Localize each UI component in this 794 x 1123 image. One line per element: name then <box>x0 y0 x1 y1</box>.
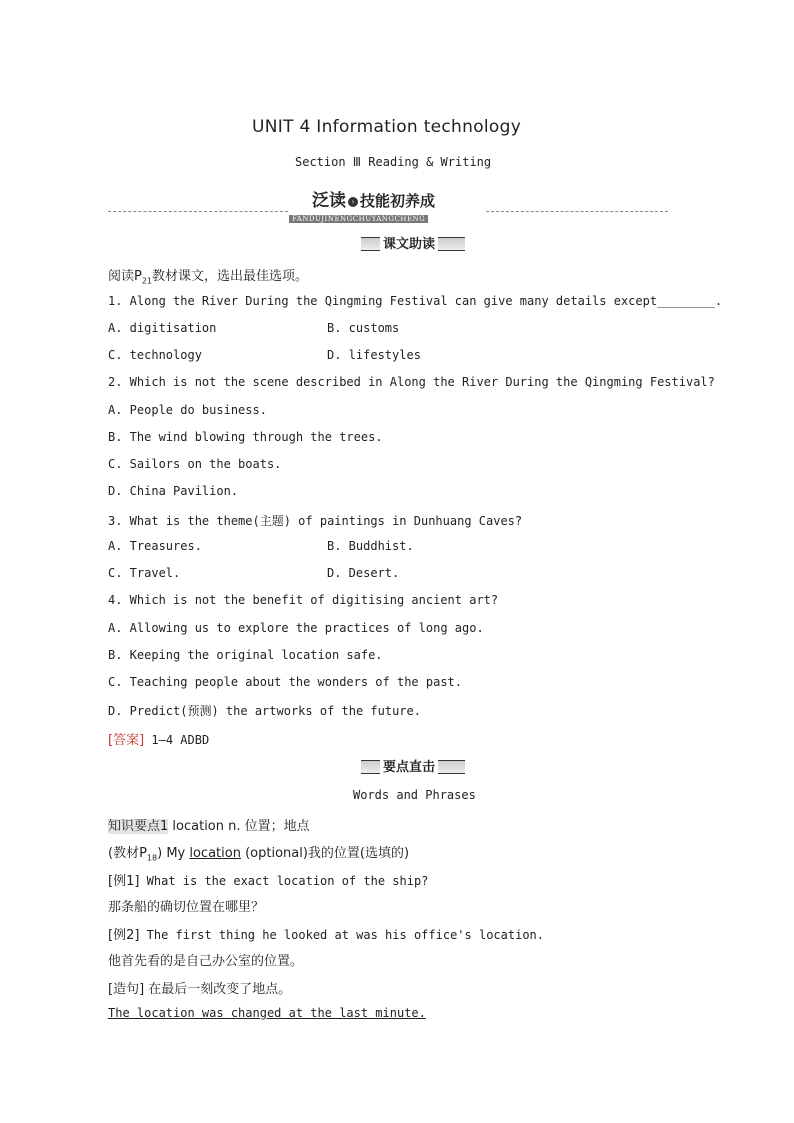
q1-option-b: B. customs <box>327 321 400 335</box>
section-subtitle: Section Ⅲ Reading & Writing <box>295 155 492 169</box>
textbook-line <box>108 842 409 863</box>
q4-option-c: C. Teaching people about the wonders of the past. <box>108 675 463 689</box>
q2-option-a: A. People do business. <box>108 403 267 417</box>
point-text: location n. 位置；地点 <box>168 819 310 834</box>
instruction <box>108 265 308 286</box>
q3-option-d: D. Desert. <box>327 566 400 580</box>
question-4: 4. Which is not the benefit of digitising ancient art? <box>108 593 499 607</box>
q3-option-a: A. Treasures. <box>108 539 202 553</box>
q1-option-c: C. technology <box>108 348 202 362</box>
q3-option-b: B. Buddhist. <box>327 539 414 553</box>
textbook-prefix: (教材P <box>108 846 147 861</box>
question-1: 1. Along the River During the Qingming Festival can give many details except________. <box>108 294 723 308</box>
point-label: 知识要点1 <box>108 819 169 834</box>
knowledge-point <box>108 815 310 834</box>
section-label-reading: 课文助读 <box>380 233 438 252</box>
make-sentence <box>108 978 291 997</box>
example-1 <box>108 870 428 889</box>
example-2-label: [例2] <box>108 928 140 943</box>
textbook-suffix: (optional)我的位置(选填的) <box>240 846 410 861</box>
banner-divider-left <box>108 211 288 212</box>
example-2-translation: 他首先看的是自己办公室的位置。 <box>108 954 304 969</box>
example-1-translation: 那条船的确切位置在哪里？ <box>108 900 265 915</box>
section-label-keypoints: 要点直击 <box>380 756 438 775</box>
banner-main: 泛读 <box>312 191 346 211</box>
answer-text: 1—4 ADBD <box>144 733 210 747</box>
textbook-mid: ) My <box>157 846 190 861</box>
banner-pinyin-wrap <box>289 206 428 225</box>
q2-option-c: C. Sailors on the boats. <box>108 457 282 471</box>
words-phrases-heading: Words and Phrases <box>353 788 476 802</box>
q1-option-a: A. digitisation <box>108 321 217 335</box>
q4-option-a: A. Allowing us to explore the practices of long ago. <box>108 621 484 635</box>
instruction-prefix: 阅读P <box>108 269 142 284</box>
question-3: 3. What is the theme(主题) of paintings in Dunhuang Caves? <box>108 514 523 528</box>
instruction-suffix: 教材课文，选出最佳选项。 <box>152 269 309 284</box>
example-1-text: What is the exact location of the ship? <box>139 874 429 888</box>
example-2 <box>108 924 544 943</box>
instruction-page: 21 <box>141 276 153 286</box>
banner-divider-right <box>486 211 668 212</box>
banner-pinyin: FANDUJINENGCHUYANGCHENG <box>289 215 428 223</box>
answer-label: [答案] <box>108 733 145 748</box>
q4-option-d: D. Predict(预测) the artworks of the future. <box>108 704 421 718</box>
textbook-page: 18 <box>146 853 158 863</box>
page-title: UNIT 4 Information technology <box>252 117 522 137</box>
q1-option-d: D. lifestyles <box>327 348 421 362</box>
arrow-circle-icon: › <box>348 197 358 207</box>
textbook-word: location <box>189 846 241 861</box>
make-sentence-prompt: 在最后一刻改变了地点。 <box>144 982 292 997</box>
make-sentence-answer: The location was changed at the last minute. <box>108 1006 426 1020</box>
make-sentence-label: [造句] <box>108 982 145 997</box>
question-2: 2. Which is not the scene described in Along the River During the Qingming Festival? <box>108 375 715 389</box>
answer-line <box>108 729 209 748</box>
example-1-label: [例1] <box>108 874 140 889</box>
q2-option-d: D. China Pavilion. <box>108 484 239 498</box>
example-2-text: The first thing he looked at was his office's location. <box>139 928 544 942</box>
banner-rest: 技能初养成 <box>360 192 436 210</box>
q4-option-b: B. Keeping the original location safe. <box>108 648 383 662</box>
q2-option-b: B. The wind blowing through the trees. <box>108 430 383 444</box>
q3-option-c: C. Travel. <box>108 566 181 580</box>
